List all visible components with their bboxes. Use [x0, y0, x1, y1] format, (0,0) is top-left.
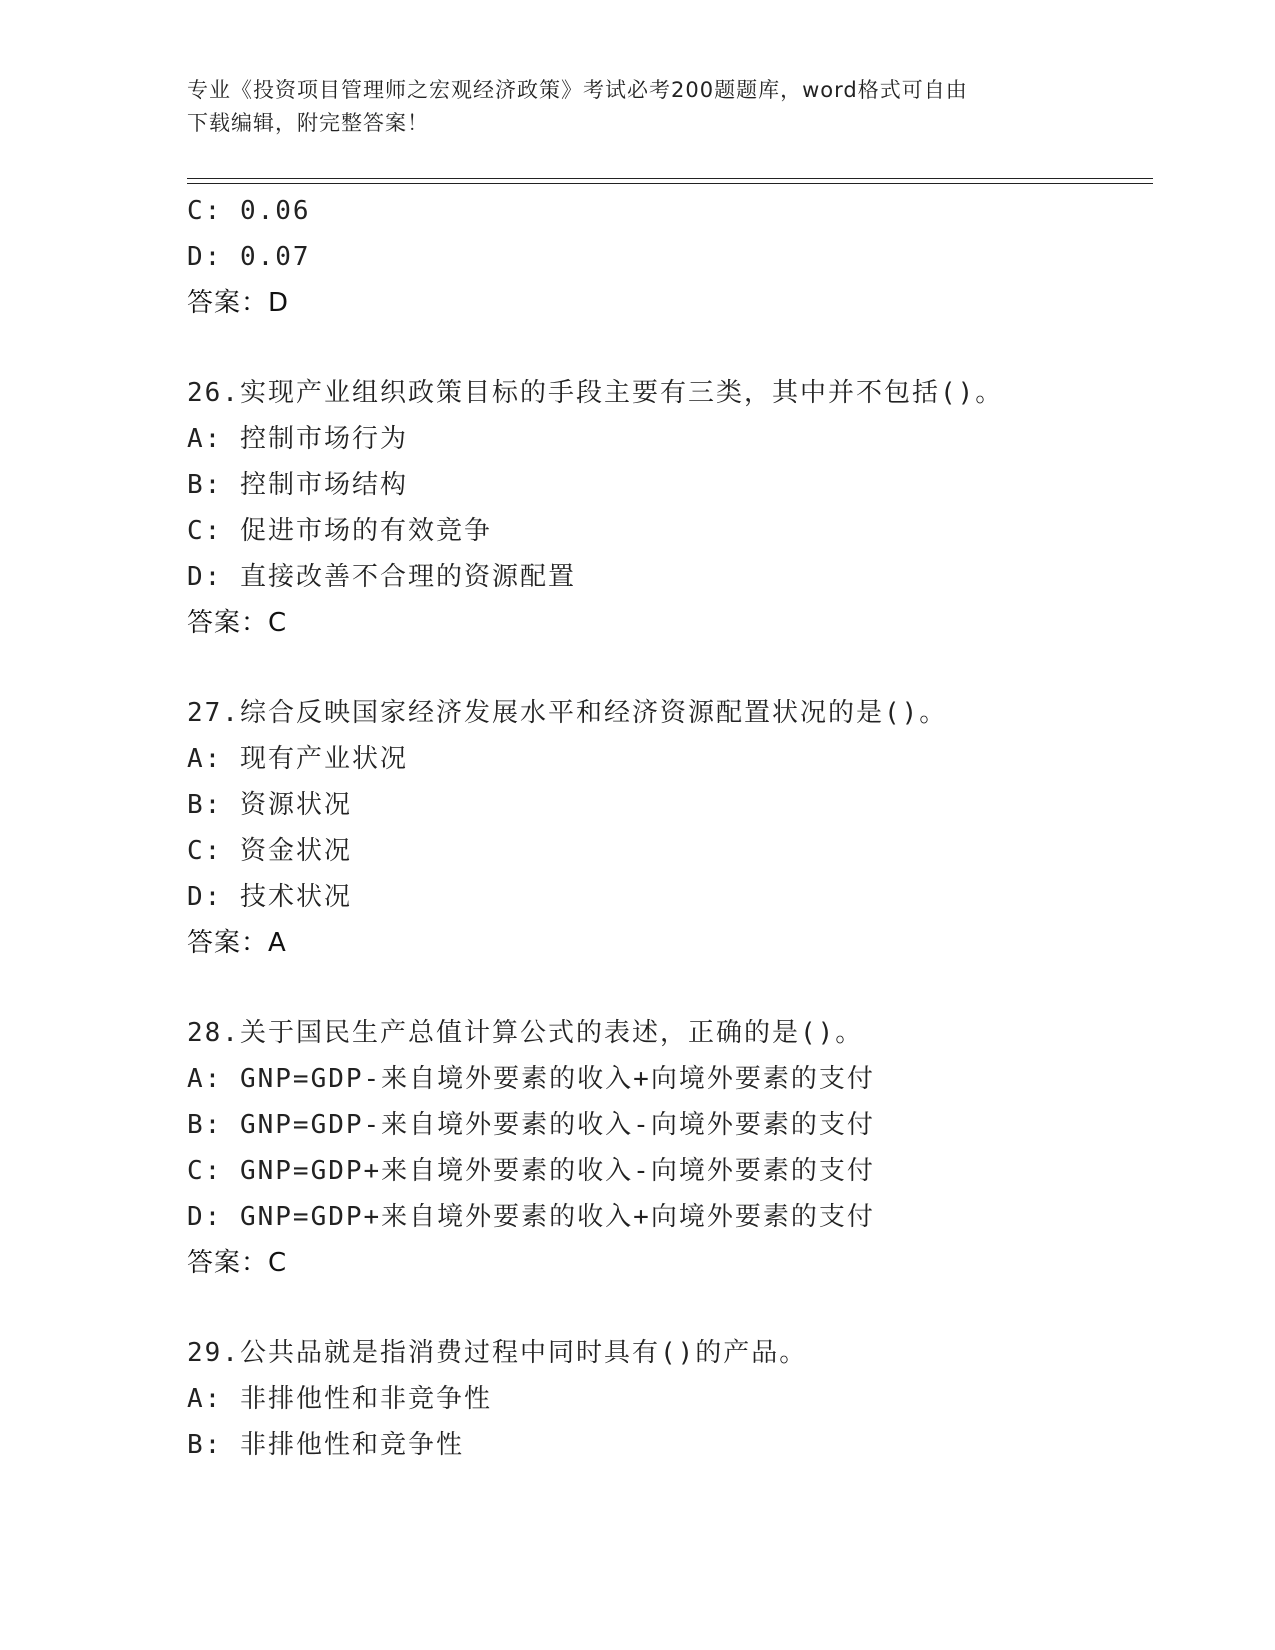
spacer [187, 966, 1153, 1010]
answer-line: 答案：C [187, 608, 288, 638]
option-a: A: GNP=GDP-来自境外要素的收入+向境外要素的支付 [187, 1064, 875, 1094]
question-title: 26.实现产业组织政策目标的手段主要有三类，其中并不包括()。 [187, 378, 1004, 408]
option-d: D: 0.07 [187, 242, 311, 272]
spacer [187, 646, 1153, 690]
header-line-1: 专业《投资项目管理师之宏观经济政策》考试必考200题题库，word格式可自由 [187, 78, 968, 102]
answer-line: 答案：D [187, 288, 290, 318]
option-b: B: 非排他性和竞争性 [187, 1430, 464, 1460]
question-26 [187, 370, 1153, 646]
option-b: B: GNP=GDP-来自境外要素的收入-向境外要素的支付 [187, 1110, 875, 1140]
document-header [187, 74, 1087, 140]
question-title: 27.综合反映国家经济发展水平和经济资源配置状况的是()。 [187, 698, 948, 728]
spacer [187, 1286, 1153, 1330]
question-25-tail [187, 188, 1153, 326]
header-rule-top [187, 178, 1153, 179]
option-a: A: 控制市场行为 [187, 424, 408, 454]
answer-line: 答案：A [187, 928, 287, 958]
question-28 [187, 1010, 1153, 1286]
option-b: B: 控制市场结构 [187, 470, 408, 500]
answer-line: 答案：C [187, 1248, 288, 1278]
header-rule-bottom [187, 183, 1153, 184]
option-c: C: 促进市场的有效竞争 [187, 516, 492, 546]
option-d: D: GNP=GDP+来自境外要素的收入+向境外要素的支付 [187, 1202, 875, 1232]
spacer [187, 326, 1153, 370]
option-c: C: 0.06 [187, 196, 311, 226]
question-title: 28.关于国民生产总值计算公式的表述，正确的是()。 [187, 1018, 864, 1048]
question-29 [187, 1330, 1153, 1468]
option-b: B: 资源状况 [187, 790, 352, 820]
question-content [187, 188, 1153, 1468]
header-line-2: 下载编辑，附完整答案！ [187, 111, 429, 135]
option-d: D: 直接改善不合理的资源配置 [187, 562, 576, 592]
question-27 [187, 690, 1153, 966]
option-d: D: 技术状况 [187, 882, 352, 912]
option-c: C: GNP=GDP+来自境外要素的收入-向境外要素的支付 [187, 1156, 875, 1186]
option-a: A: 非排他性和非竞争性 [187, 1384, 492, 1414]
option-a: A: 现有产业状况 [187, 744, 408, 774]
question-title: 29.公共品就是指消费过程中同时具有()的产品。 [187, 1338, 808, 1368]
option-c: C: 资金状况 [187, 836, 352, 866]
